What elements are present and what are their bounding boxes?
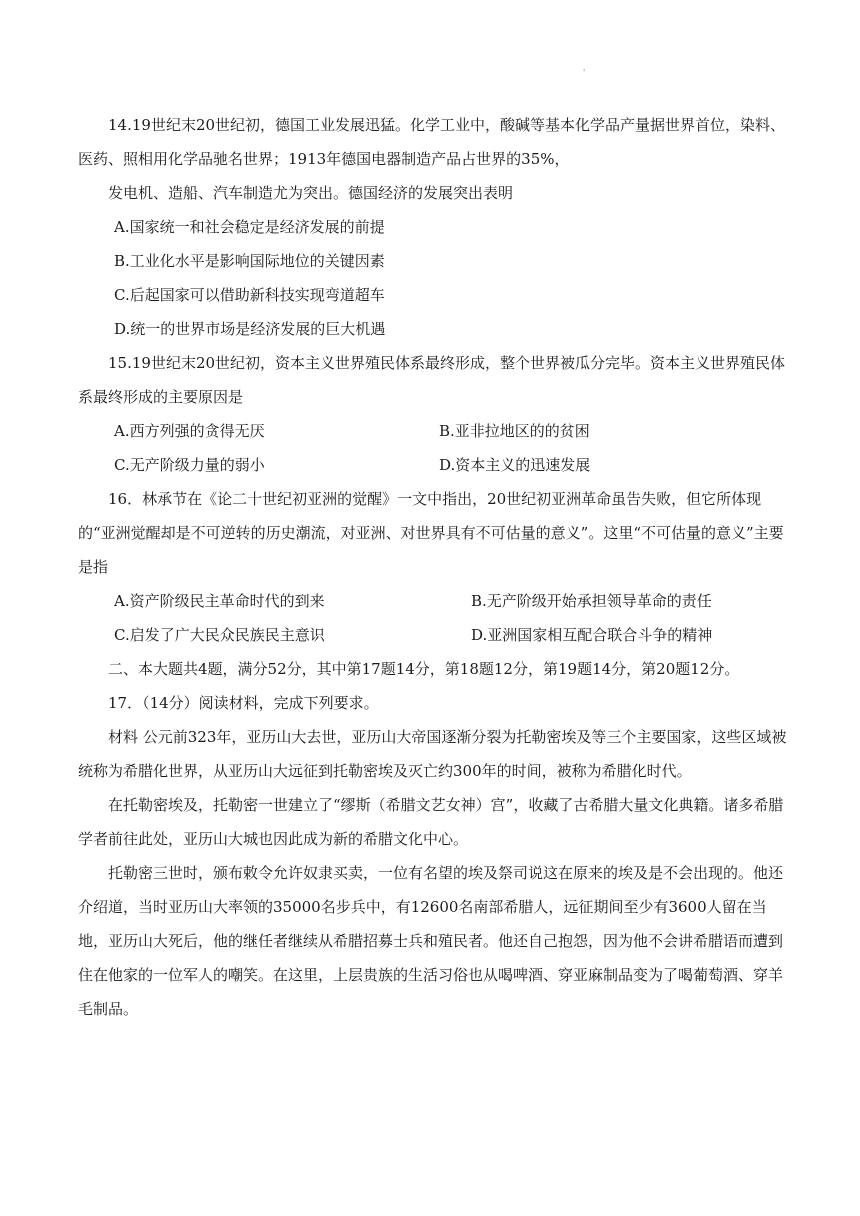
question-14-option-b: B.工业化水平是影响国际地位的关键因素 xyxy=(114,252,385,270)
question-16-options-row-1 xyxy=(78,584,788,618)
question-15 xyxy=(78,346,788,482)
question-16-option-c: C.启发了广大民众民族民主意识 xyxy=(114,626,325,644)
document-page xyxy=(78,108,788,1026)
question-14-option-a: A.国家统一和社会稳定是经济发展的前提 xyxy=(114,218,385,236)
question-14 xyxy=(78,108,788,346)
question-16-option-d: D.亚洲国家相互配合联合斗争的精神 xyxy=(471,626,713,644)
question-15-option-d: D.资本主义的迅速发展 xyxy=(439,456,591,474)
section-2-heading: 二、本大题共4题，满分52分，其中第17题14分，第18题12分，第19题14分，第20题12分。 xyxy=(108,660,740,678)
question-15-stem: 15.19世纪末20世纪初，资本主义世界殖民体系最终形成，整个世界被瓜分完毕。资本主义世界殖民体系最终形成的主要原因是 xyxy=(78,354,786,406)
question-14-stem: 14.19世纪末20世纪初，德国工业发展迅猛。化学工业中，酸碱等基本化学品产量据世界首位，染料、医药、照相用化学品驰名世界；1913年德国电器制造产品占世界的35%， xyxy=(78,116,786,168)
question-16-option-a: A.资产阶级民主革命时代的到来 xyxy=(114,592,325,610)
page-mark: ' xyxy=(583,68,586,77)
question-14-option-d: D.统一的世界市场是经济发展的巨大机遇 xyxy=(114,320,386,338)
question-16-stem: 16．林承节在《论二十世纪初亚洲的觉醒》一文中指出，20世纪初亚洲革命虽告失败，但它所体现的“亚洲觉醒却是不可逆转的历史潮流，对亚洲、对世界具有不可估量的意义”。这里“不可估量的意义”主要是指 xyxy=(78,490,784,576)
question-17-material-paragraph-2: 在托勒密埃及，托勒密一世建立了“缪斯（希腊文艺女神）宫”，收藏了古希腊大量文化典籍。诸多希腊学者前往此处，亚历山大城也因此成为新的希腊文化中心。 xyxy=(78,796,784,848)
question-14-stem-continued: 发电机、造船、汽车制造尤为突出。德国经济的发展突出表明 xyxy=(108,184,514,202)
question-16-options-row-2 xyxy=(78,618,788,652)
question-16-option-b: B.无产阶级开始承担领导革命的责任 xyxy=(471,592,712,610)
question-17 xyxy=(78,686,788,1026)
question-14-option-c: C.后起国家可以借助新科技实现弯道超车 xyxy=(114,286,385,304)
question-15-options-row-1 xyxy=(78,414,788,448)
question-15-option-b: B.亚非拉地区的的贫困 xyxy=(439,422,590,440)
question-16 xyxy=(78,482,788,652)
question-15-options-row-2 xyxy=(78,448,788,482)
question-17-stem: 17．（14分）阅读材料，完成下列要求。 xyxy=(108,694,379,712)
question-15-option-c: C.无产阶级力量的弱小 xyxy=(114,456,265,474)
question-15-option-a: A.西方列强的贪得无厌 xyxy=(114,422,265,440)
section-2 xyxy=(78,652,788,686)
question-17-material-paragraph-3: 托勒密三世时，颁布敕令允许奴隶买卖，一位有名望的埃及祭司说这在原来的埃及是不会出现的。他还介绍道，当时亚历山大率领的35000名步兵中，有12600名南部希腊人，远征期间至少有3600人留在当地，亚历山大死后，他的继任者继续从希腊招募士兵和殖民者。他还自己抱怨，因为他不会讲希腊语而遭到住在他家的一位军人的嘲笑。在这里，上层贵族的生活习俗也从喝啤酒、穿亚麻制品变为了喝葡萄酒、穿羊毛制品。 xyxy=(78,864,784,1018)
question-17-material-paragraph-1: 材料 公元前323年，亚历山大去世，亚历山大帝国逐渐分裂为托勒密埃及等三个主要国家，这些区域被统称为希腊化世界，从亚历山大远征到托勒密埃及灭亡约300年的时间，被称为希腊化时代。 xyxy=(78,728,787,780)
